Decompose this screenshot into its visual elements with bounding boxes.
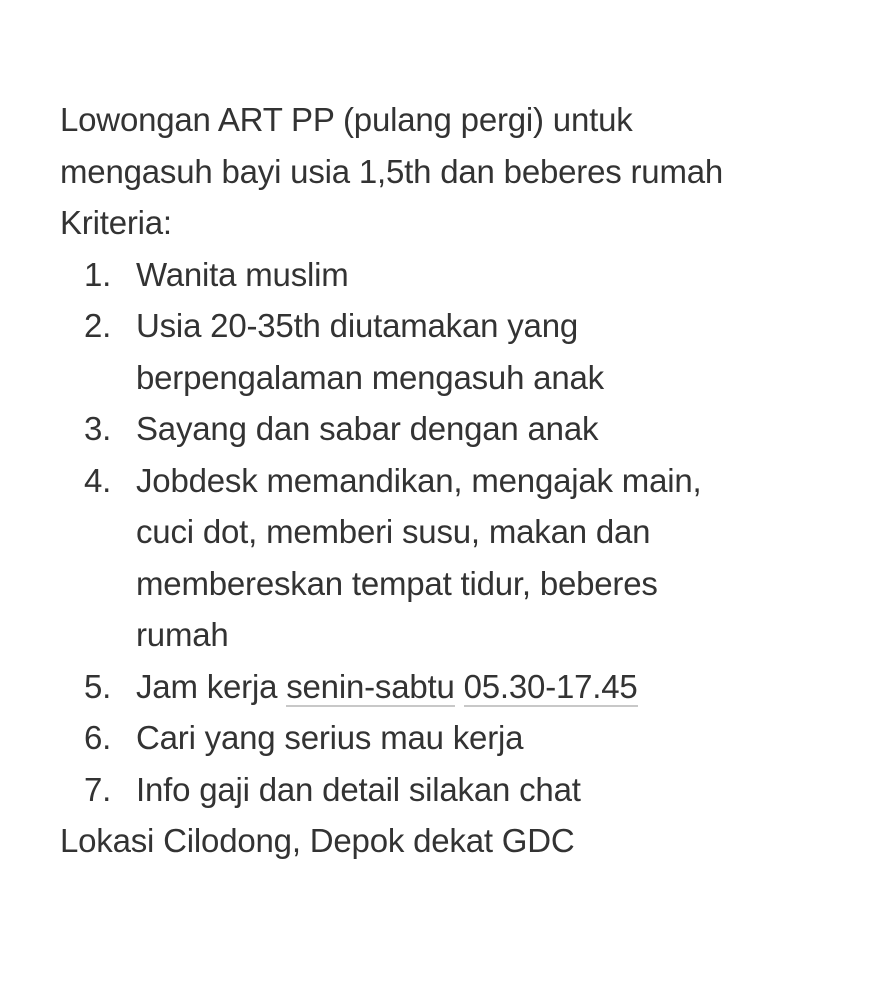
item-text: rumah [136, 616, 229, 653]
criteria-item [60, 403, 860, 455]
item-text: Sayang dan sabar dengan anak [136, 410, 599, 447]
criteria-item [60, 249, 860, 301]
criteria-item [60, 712, 860, 764]
criteria-item [60, 764, 860, 816]
item-text: Jobdesk memandikan, mengajak main, [136, 461, 702, 499]
location-line: Lokasi Cilodong, Depok dekat GDC [60, 822, 575, 859]
item-number: 7. [84, 770, 112, 808]
work-hours-label: Jam kerja [136, 667, 287, 705]
item-text: Info gaji dan detail silakan chat [136, 770, 581, 808]
time-detector-link[interactable]: 05.30-17.45 [463, 667, 638, 705]
item-number: 3. [84, 410, 112, 447]
item-number: 1. [84, 255, 112, 293]
item-text: Wanita muslim [136, 255, 349, 293]
item-text [136, 661, 860, 713]
item-text: Cari yang serius mau kerja [136, 719, 524, 756]
criteria-item [60, 300, 860, 403]
date-detector-link[interactable]: senin-sabtu [286, 667, 455, 705]
job-posting-note [60, 94, 860, 867]
item-number: 4. [84, 461, 112, 499]
intro-line-1: Lowongan ART PP (pulang pergi) untuk [60, 101, 633, 138]
item-text: membereskan tempat tidur, beberes [136, 564, 658, 602]
item-number: 6. [84, 719, 112, 756]
criteria-item [60, 455, 860, 661]
criteria-item [60, 661, 860, 713]
criteria-heading: Kriteria: [60, 204, 172, 241]
item-text: Usia 20-35th diutamakan yang [136, 307, 579, 344]
item-number: 2. [84, 307, 112, 344]
item-text: berpengalaman mengasuh anak [136, 358, 604, 396]
item-text: cuci dot, memberi susu, makan dan [136, 513, 651, 550]
intro-line-2: mengasuh bayi usia 1,5th dan beberes rumah [60, 152, 724, 190]
criteria-list [60, 249, 860, 816]
item-number: 5. [84, 667, 112, 705]
